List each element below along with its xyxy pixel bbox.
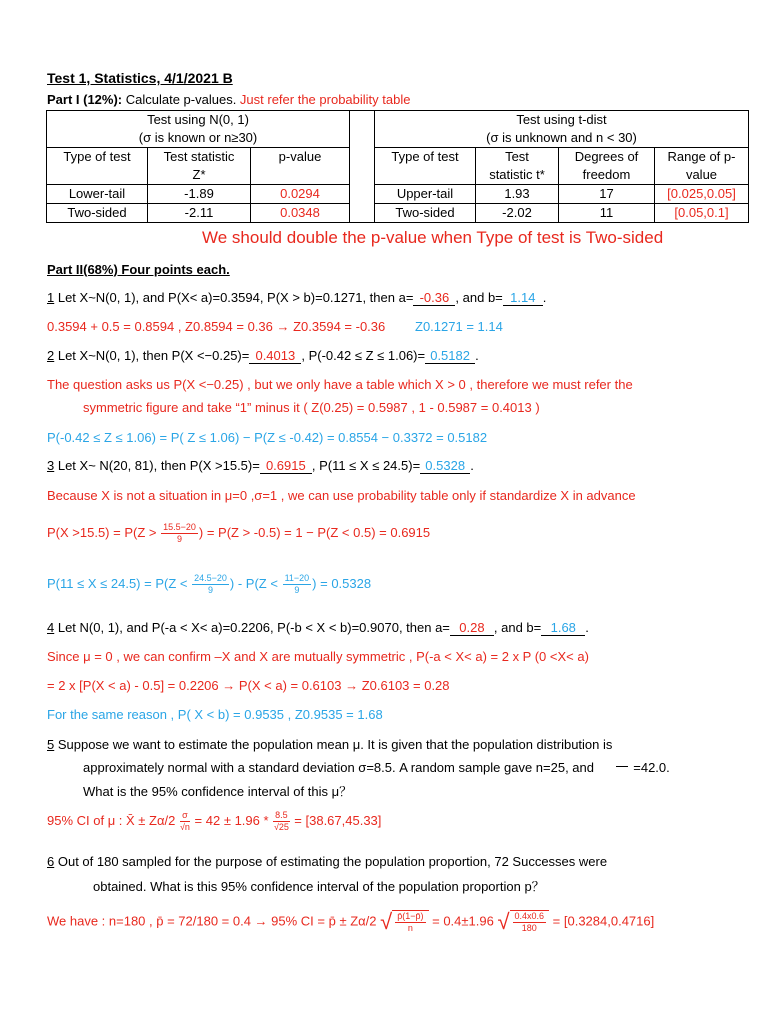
- q6-sol-n2: 0.4x0.6: [514, 911, 545, 921]
- col-range-l1: Range of p-: [667, 149, 736, 164]
- q1-answer-b: 1.14: [503, 290, 543, 306]
- q2-text: Let X~N(0, 1), then P(X <−0.25)=: [54, 348, 250, 363]
- page-title: Test 1, Statistics, 4/1/2021 B: [47, 70, 233, 86]
- q5-sol-n2: 8.5: [275, 810, 288, 820]
- cell-stat-t: -2.02: [476, 204, 559, 223]
- cell-pvalue: 0.0348: [251, 204, 350, 223]
- cell-stat-t: 1.93: [476, 185, 559, 204]
- part1-note: Just refer the probability table: [236, 92, 411, 107]
- q6-line-1: [47, 854, 607, 869]
- q3-sol2-post: ) = P(Z > -0.5) = 1 − P(Z < 0.5) = 0.6915: [198, 524, 431, 540]
- q4-answer-a: 0.28: [450, 620, 494, 636]
- cell-type-t: Upper-tail: [375, 185, 476, 204]
- q2-solution-3: P(-0.42 ≤ Z ≤ 1.06) = P( Z ≤ 1.06) − P(Z ≤ -0.42) = 0.8554 − 0.3372 = 0.5182: [47, 430, 488, 445]
- q2-solution-2: symmetric figure and take “1” minus it ( Z(0.25) = 0.5987 , 1 - 0.5987 = 0.4013 ): [83, 400, 540, 415]
- q3-sol3-pre: P(11 ≤ X ≤ 24.5) = P(Z <: [47, 575, 188, 591]
- left-header: [47, 111, 350, 148]
- q6-text-1: Out of 180 sampled for the purpose of estimating the population proportion, 72 Successes were: [54, 854, 608, 869]
- part1-heading: Part I (12%):: [47, 92, 123, 107]
- q6-sol-fd: n: [407, 923, 413, 933]
- q3-sol3-mid: ) - P(Z <: [229, 575, 278, 591]
- q2-line: [47, 348, 479, 364]
- q3-sol3-d2: 9: [294, 585, 300, 595]
- q3-solution-1: Because X is not a situation in μ=0 ,σ=1 , we can use probability table only if standardize X in advance: [47, 488, 636, 503]
- col-type-t: Type of test: [375, 148, 476, 185]
- q6-sol-fn: p̄(1−p̄): [397, 911, 424, 921]
- q5-line-3: What is the 95% confidence interval of this μ？: [83, 784, 353, 799]
- q3-text-end: .: [470, 458, 474, 473]
- col-stat: [148, 148, 251, 185]
- q5-line-2: [83, 760, 670, 775]
- q1-line: [47, 290, 546, 306]
- col-type: Type of test: [47, 148, 148, 185]
- q6-sqrt-1: [380, 910, 428, 934]
- q2-text-mid: , P(-0.42 ≤ Z ≤ 1.06)=: [301, 348, 426, 363]
- q5-number: 5: [47, 737, 55, 752]
- q5-sol-pre: 95% CI of μ : X̄ ± Zα/2: [47, 812, 176, 828]
- q5-text-2: approximately normal with a standard deviation σ=8.5. A random sample gave n=25, and: [83, 760, 594, 775]
- col-stat-t-l2: statistic t*: [489, 167, 545, 182]
- q5-text-2b: =42.0.: [633, 760, 670, 775]
- q3-solution-2: [47, 522, 430, 545]
- part2-heading: Part II(68%) Four points each.: [47, 262, 230, 277]
- q3-line: [47, 458, 474, 474]
- cell-stat: -1.89: [148, 185, 251, 204]
- q1-answer-a: -0.36: [413, 290, 455, 306]
- q3-sol3-fraction-2: [283, 573, 312, 596]
- q4-solution-2: = 2 x [P(X < a) - 0.5] = 0.2206 → P(X < a) = 0.6103 → Z0.6103 = 0.28: [47, 678, 450, 693]
- col-stat-l1: Test statistic: [163, 149, 235, 164]
- q1-text-mid: , and b=: [455, 290, 503, 305]
- cell-df: 11: [559, 204, 655, 223]
- col-stat-l2: Z*: [192, 167, 206, 182]
- q4-text-end: .: [585, 620, 589, 635]
- q6-number: 6: [47, 854, 55, 869]
- left-head2: (σ is known or n≥30): [138, 130, 258, 145]
- q3-sol3-fraction-1: [192, 573, 229, 596]
- q4-text: Let N(0, 1), and P(-a < X< a)=0.2206, P(-b < X < b)=0.9070, then a=: [54, 620, 450, 635]
- q3-answer-a: 0.6915: [260, 458, 312, 474]
- double-note: We should double the p-value when Type of test is Two-sided: [202, 228, 664, 247]
- q3-sol2-den: 9: [176, 534, 182, 544]
- q1-text: Let X~N(0, 1), and P(X< a)=0.3594, P(X > b)=0.1271, then a=: [54, 290, 414, 305]
- part1-instruction: Calculate p-values.: [122, 92, 237, 107]
- q4-answer-b: 1.68: [541, 620, 585, 636]
- sqrt-icon: √: [380, 909, 393, 934]
- col-pvalue: p-value: [251, 148, 350, 185]
- q1-solution-red: 0.3594 + 0.5 = 0.8594 , Z0.8594 = 0.36 → Z0.3594 = -0.36: [47, 319, 386, 334]
- cell-range: [0.05,0.1]: [655, 204, 749, 223]
- table-row: [47, 185, 749, 204]
- q6-sqrt-2: [497, 910, 549, 934]
- q2-solution-1: The question asks us P(X <−0.25) , but we only have a table which X > 0 , therefore we must refer the: [47, 377, 633, 392]
- q3-sol3-n1: 24.5−20: [194, 573, 227, 583]
- q3-sol3-d1: 9: [208, 585, 214, 595]
- q1-solution-blue: Z0.1271 = 1.14: [415, 319, 503, 334]
- q3-sol3-post: ) = 0.5328: [312, 575, 372, 591]
- q6-sol-pre: We have : n=180 , p̄ = 72/180 = 0.4 → 95% CI = p̄ ± Zα/2: [47, 913, 377, 929]
- col-range: [655, 148, 749, 185]
- q3-answer-b: 0.5328: [420, 458, 470, 474]
- col-df-l2: freedom: [582, 167, 631, 182]
- q6-sol-post: = [0.3284,0.4716]: [549, 913, 655, 929]
- q6-sol-fraction-2: [513, 911, 547, 934]
- table-gap: [350, 111, 375, 223]
- cell-stat: -2.11: [148, 204, 251, 223]
- pvalue-table: [46, 110, 749, 223]
- q5-sol-fd: √n: [179, 822, 190, 832]
- right-header: [375, 111, 749, 148]
- col-stat-t: [476, 148, 559, 185]
- cell-type-t: Two-sided: [375, 204, 476, 223]
- q6-line-2: obtained. What is this 95% confidence interval of the population proportion p？: [93, 879, 545, 894]
- q5-line-1: [47, 737, 612, 752]
- q3-sol2-pre: P(X >15.5) = P(Z >: [47, 524, 157, 540]
- q5-sol-fn: σ: [182, 810, 188, 820]
- q3-text: Let X~ N(20, 81), then P(X >15.5)=: [54, 458, 260, 473]
- q5-sol-post: = [38.67,45.33]: [290, 812, 382, 828]
- q3-number: 3: [47, 458, 55, 473]
- q1-number: 1: [47, 290, 55, 305]
- q1-text-end: .: [542, 290, 547, 305]
- cell-range: [0.025,0.05]: [655, 185, 749, 204]
- q5-solution: [47, 810, 381, 833]
- part1-header-line: [47, 92, 410, 107]
- right-head1: Test using t-dist: [516, 112, 607, 127]
- cell-pvalue: 0.0294: [251, 185, 350, 204]
- q5-sol-fraction-2: [273, 810, 290, 833]
- q2-answer-a: 0.4013: [249, 348, 301, 364]
- col-range-l2: value: [685, 167, 718, 182]
- q5-sol-fraction-1: [180, 810, 190, 833]
- left-head1: Test using N(0, 1): [147, 112, 249, 127]
- col-df: [559, 148, 655, 185]
- q4-solution-3: For the same reason , P( X < b) = 0.9535 , Z0.9535 = 1.68: [47, 707, 383, 722]
- q4-solution-1: Since μ = 0 , we can confirm –X and X are mutually symmetric , P(-a < X< a) = 2 x P (0 <X< a): [47, 649, 589, 664]
- q4-text-mid: , and b=: [493, 620, 542, 635]
- q6-solution: [47, 910, 654, 934]
- col-stat-t-l1: Test: [505, 149, 529, 164]
- cell-type: Lower-tail: [47, 185, 148, 204]
- q5-sol-mid: = 42 ± 1.96 *: [190, 812, 269, 828]
- q6-sol-fraction-1: [395, 911, 425, 934]
- q3-sol2-num: 15.5−20: [163, 522, 196, 532]
- q5-text-1: Suppose we want to estimate the population mean μ. It is given that the population distribution is: [54, 737, 613, 752]
- q5-sol-d2: √25: [273, 822, 289, 832]
- q4-line: [47, 620, 589, 636]
- cell-type: Two-sided: [47, 204, 148, 223]
- q3-sol3-n2: 11−20: [284, 573, 310, 583]
- right-head2: (σ is unknown and n < 30): [486, 130, 637, 145]
- q4-number: 4: [47, 620, 55, 635]
- q2-number: 2: [47, 348, 55, 363]
- q3-text-mid: , P(11 ≤ X ≤ 24.5)=: [311, 458, 421, 473]
- sqrt-icon: √: [497, 909, 510, 934]
- q2-answer-b: 0.5182: [425, 348, 475, 364]
- q3-sol2-fraction: [161, 522, 198, 545]
- cell-df: 17: [559, 185, 655, 204]
- col-df-l1: Degrees of: [574, 149, 639, 164]
- q6-sol-d2: 180: [521, 923, 537, 933]
- table-row: [47, 204, 749, 223]
- q6-sol-mid: = 0.4±1.96: [428, 913, 494, 929]
- q3-solution-3: [47, 573, 371, 596]
- q2-text-end: .: [475, 348, 479, 363]
- xbar-mark: [616, 766, 628, 767]
